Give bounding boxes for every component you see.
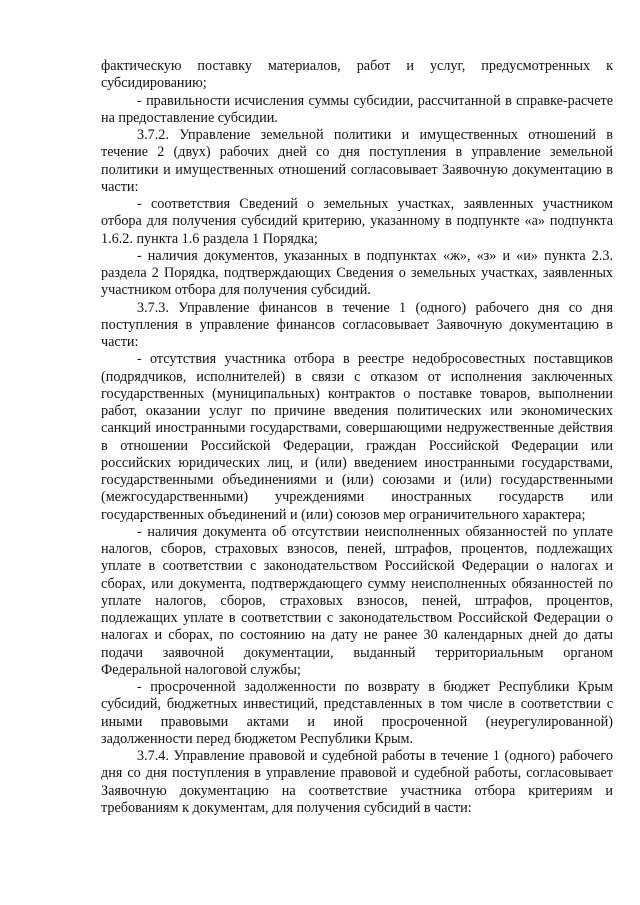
- paragraph-3-7-4: 3.7.4. Управление правовой и судебной работы в течение 1 (одного) рабочего дня со дня поступления в управление правовой и судебной работы, согласовывает Заявочную документацию на соответствие участника отбора критериям и требованиям к документам, для получения субсидий в части:: [101, 748, 613, 816]
- paragraph-continuation: фактическую поставку материалов, работ и услуг, предусмотренных к субсидированию;: [101, 58, 613, 92]
- paragraph-3-7-3: 3.7.3. Управление финансов в течение 1 (одного) рабочего дня со дня поступления в управление финансов согласовывает Заявочную документацию в части:: [101, 299, 613, 350]
- paragraph-3-7-2: 3.7.2. Управление земельной политики и имущественных отношений в течение 2 (двух) рабочих дней со дня поступления в управление земельной политики и имущественных отношений согласовывает Заявочную документацию в части:: [101, 127, 613, 195]
- document-page: [101, 58, 613, 817]
- paragraph-documents-presence: - наличия документов, указанных в подпунктах «ж», «з» и «и» пункта 2.3. раздела 2 Порядка, подтверждающих Сведения о земельных участках, заявленных участником отбора для получения субсидий.: [101, 247, 613, 299]
- paragraph-tax-obligations: - наличия документа об отсутствии неисполненных обязанностей по уплате налогов, сборов, страховых взносов, пеней, штрафов, процентов, подлежащих уплате в соответствии с законодательством Российской Федерации о налогах и сборах, или документа, подтверждающего сумму неисполненных обязанностей по уплате налогов, сборов, страховых взносов, пеней, штрафов, процентов, подлежащих уплате в соответствии с законодательством Российской Федерации о налогах и сборах, по состоянию на дату не ранее 30 календарных дней до даты подачи заявочной документации, выданный территориальным органом Федеральной налоговой службы;: [101, 523, 613, 678]
- paragraph-overdue-debt: - просроченной задолженности по возврату в бюджет Республики Крым субсидий, бюджетных инвестиций, представленных в том числе в соответствии с иными правовыми актами и иной просроченной (неурегулированной) задолженности перед бюджетом Республики Крым.: [101, 679, 613, 747]
- paragraph-land-info-compliance: - соответствия Сведений о земельных участках, заявленных участником отбора для получения субсидий критерию, указанному в подпункте «а» подпункта 1.6.2. пункта 1.6 раздела 1 Порядка;: [101, 196, 613, 247]
- paragraph-unscrupulous-suppliers: - отсутствия участника отбора в реестре недобросовестных поставщиков (подрядчиков, исполнителей) в связи с отказом от исполнения заключенных государственных (муниципальных) контрактов о поставке товаров, выполнении работ, оказании услуг по причине введения политических или экономических санкций иностранными государствами, совершающими недружественные действия в отношении Российской Федерации, граждан Российской Федерации или российских юридических лиц, и (или) введением иностранными государствами, государственными объединениями и (или) союзами и (или) государственными (межгосударственными) учреждениями иностранных государств или государственных объединений и (или) союзов мер ограничительного характера;: [101, 351, 613, 523]
- paragraph-calculation-correctness: - правильности исчисления суммы субсидии, рассчитанной в справке-расчете на предоставление субсидии.: [101, 92, 613, 126]
